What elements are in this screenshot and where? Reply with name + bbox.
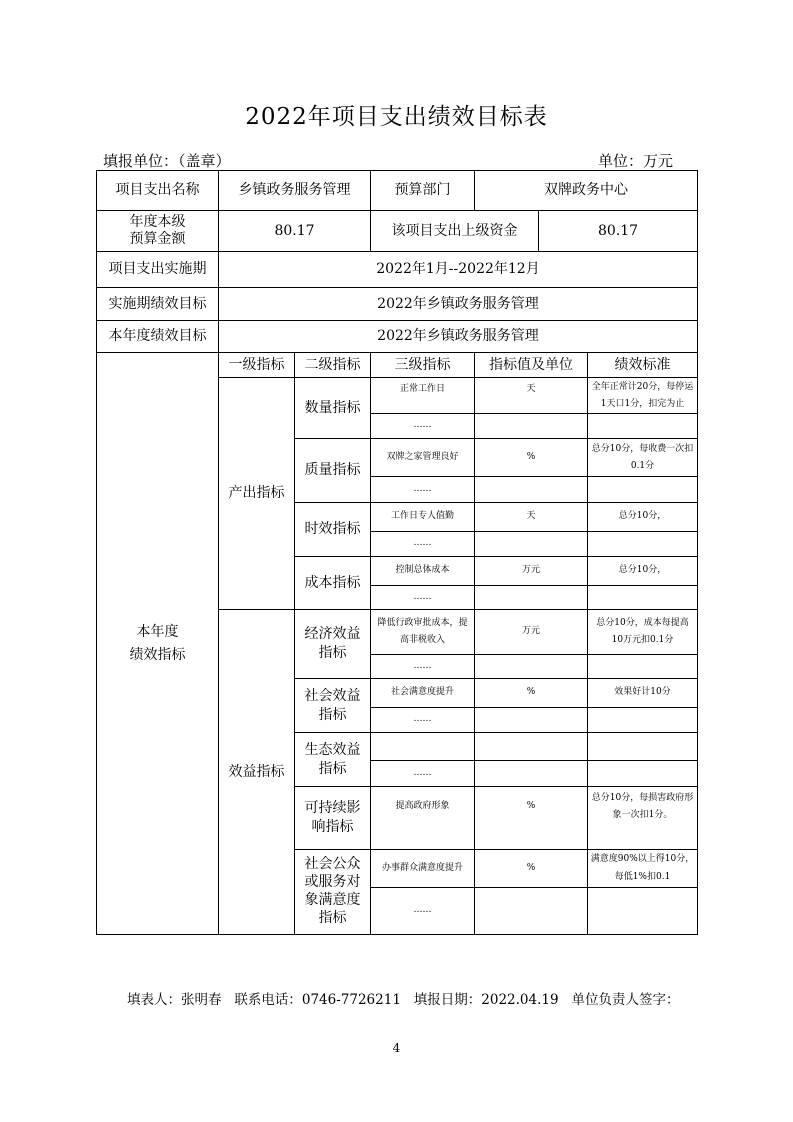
year-goal-value: 2022年乡镇政务服务管理 [377,328,539,345]
economic-standard: 总分10分，成本每提高 10万元扣0.1分 [596,617,689,645]
timeliness-third: 工作日专人值勤 [390,511,454,522]
superior-funds-label: 该项目支出上级资金 [391,222,518,239]
ecological-placeholder: …… [413,767,432,778]
header-value-unit: 指标值及单位 [489,356,573,373]
page-number: 4 [392,1041,401,1055]
dept-value: 双牌政务中心 [544,182,628,199]
superior-funds-value: 80.17 [597,222,639,239]
social-standard: 效果好计10分 [614,687,671,698]
project-name-value: 乡镇政务服务管理 [238,182,351,199]
page-title: 2022年项目支出绩效目标表 [245,104,548,130]
quality-indicator-label: 质量指标 [304,462,361,479]
cost-third: 控制总体成本 [395,565,450,576]
dept-label: 预算部门 [394,182,451,199]
header-standard: 绩效标准 [614,356,671,373]
timeliness-unit: 天 [526,511,536,522]
satisfaction-third: 办事群众满意度提升 [381,862,463,873]
sustainable-unit: % [526,801,536,812]
project-name-label: 项目支出名称 [115,182,200,199]
cost-standard: 总分10分， [618,565,667,576]
header-third-level: 三级指标 [394,356,451,373]
filing-unit-label: 填报单位：（盖章） [103,152,231,170]
period-label: 项目支出实施期 [108,261,207,278]
year-goal-label: 本年度绩效目标 [108,328,207,345]
economic-placeholder: …… [413,660,432,671]
quality-unit: % [526,451,536,462]
quantity-standard: 全年正常计20分，每停运 1天口1分，扣完为止 [591,382,694,409]
output-indicator-label: 产出指标 [228,485,285,502]
header-first-level: 一级指标 [228,356,285,373]
sustainable-indicator-label: 可持续影 响指标 [304,800,361,835]
social-indicator-label: 社会效益 指标 [304,687,361,723]
quality-third: 双牌之家管理良好 [386,451,459,462]
period-goal-label: 实施期绩效目标 [108,295,207,312]
footer-signature-line: 填表人：张明春 联系电话：0746-7726211 填报日期：2022.04.19 单位负责人签字： [127,992,680,1008]
cost-unit: 万元 [521,565,540,576]
social-unit: % [526,687,536,698]
quantity-unit: 天 [526,384,536,394]
social-placeholder: …… [413,714,432,725]
cost-indicator-label: 成本指标 [304,574,361,591]
sustainable-standard: 总分10分，每损害政府形 象一次扣1分。 [591,792,694,820]
satisfaction-placeholder: …… [413,905,432,916]
economic-unit: 万元 [521,626,540,637]
economic-third: 降低行政审批成本，提 高非税收入 [377,617,468,645]
timeliness-placeholder: …… [413,538,432,549]
sustainable-third: 提高政府形象 [395,801,450,812]
ecological-indicator-label: 生态效益 指标 [304,741,361,777]
satisfaction-unit: % [526,862,536,873]
currency-unit-label: 单位：万元 [598,152,674,170]
indicator-section-label: 本年度 绩效指标 [129,624,186,663]
timeliness-indicator-label: 时效指标 [304,521,361,538]
satisfaction-standard: 满意度90%以上得10分， 每低1%扣0.1 [590,854,695,882]
social-third: 社会满意度提升 [390,687,454,698]
cost-placeholder: …… [413,591,432,602]
period-goal-value: 2022年乡镇政务服务管理 [377,295,539,312]
benefit-indicator-label: 效益指标 [228,763,285,780]
header-second-level: 二级指标 [304,356,361,373]
quality-standard: 总分10分，每收费一次扣 0.1分 [591,444,694,471]
budget-label: 年度本级 预算金额 [129,214,186,247]
period-value: 2022年1月--2022年12月 [376,261,540,278]
quantity-third: 正常工作日 [399,384,445,394]
quantity-placeholder: …… [413,420,432,431]
satisfaction-indicator-label: 社会公众 或服务对 象满意度 指标 [304,856,361,926]
budget-value: 80.17 [274,222,315,239]
quantity-indicator-label: 数量指标 [304,399,361,416]
economic-indicator-label: 经济效益 指标 [304,626,361,661]
timeliness-standard: 总分10分， [618,511,667,522]
quality-placeholder: …… [413,483,432,494]
